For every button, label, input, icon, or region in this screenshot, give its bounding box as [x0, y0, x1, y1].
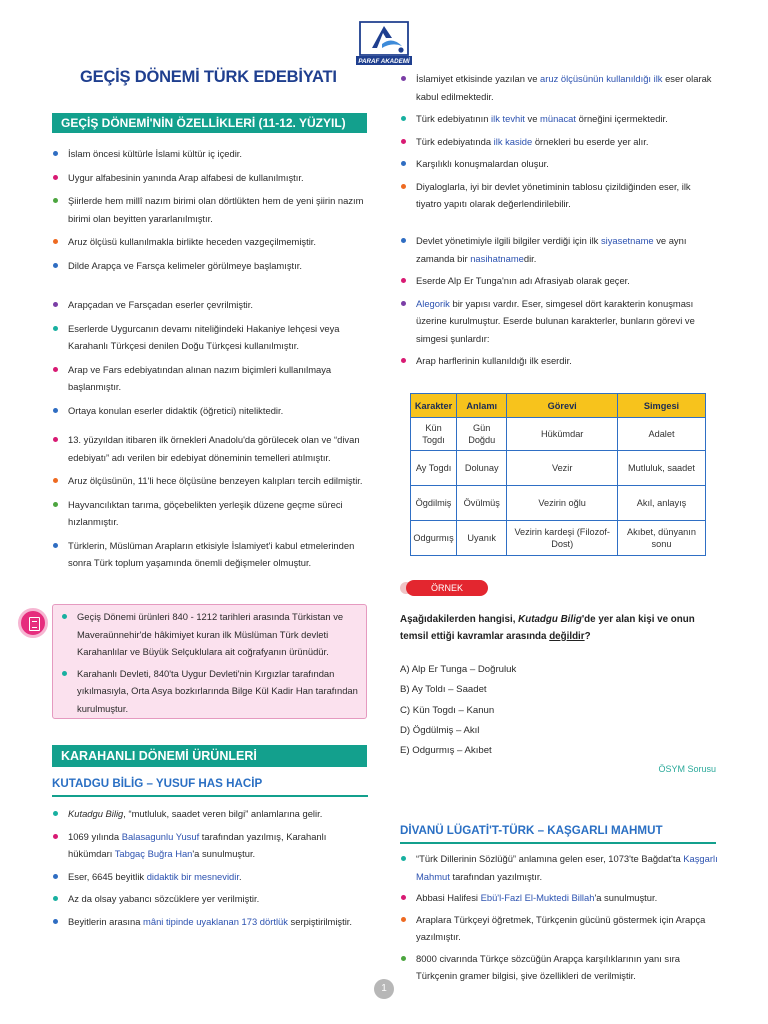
list-item-text: tarafından yazılmış, Karahanlı hükümdarı [68, 830, 327, 859]
bullet-icon [53, 151, 58, 156]
list-item-text: 13. yüzyıldan itibaren ilk örnekleri Anadolu'da görülecek olan ve “divan edebiyatı” adı verilen bir edebiyat döneminin temelleri atılmıştır. [68, 434, 360, 463]
list-item-text: 1069 yılında [68, 830, 122, 842]
bullet-icon [62, 614, 67, 619]
list-item-text: Şiirlerde hem millî nazım birimi olan dörtlükten hem de yeni şiirin nazım birimi olan beyitten yararlanılmıştır. [68, 195, 364, 224]
example-question [400, 611, 718, 645]
table-cell: Akıbet, dünyanın sonu [617, 521, 705, 556]
list-item-text: Türk edebiyatının [416, 113, 492, 124]
list-item-text: Eserlerde Uygurcanın devamı niteliğindeki Hakaniye lehçesi veya Karahanlı Türkçesi denilen Doğu Türkçesi kullanılmıştır. [68, 322, 340, 351]
list-item-text: Kutadgu Bilig [68, 808, 124, 819]
list-item-text: ilk kaside [493, 135, 533, 147]
list-item-text: ve aynı zamanda bir [416, 235, 687, 264]
bullet-icon [401, 856, 406, 861]
table-cell: Ay Togdı [411, 451, 457, 486]
paraf-akademi-logo [352, 20, 416, 68]
list-item-text: aruz ölçüsünün kullanıldığı ilk [540, 73, 663, 84]
list-item-text: Arap ve Fars edebiyatından alınan nazım biçimleri kullanılmaya başlanmıştır. [68, 363, 332, 392]
list-item [400, 70, 718, 105]
list-item-text: Uygur alfabesinin yanında Arap alfabesi de kullanılmıştır. [68, 171, 304, 183]
list-item-text: serpiştirilmiştir. [287, 915, 353, 927]
list-item-text: Aruz ölçüsünün, 11'li hece ölçüsüne benzeyen kalıpları tercih edilmiştir. [68, 475, 363, 486]
bullet-icon [53, 302, 58, 307]
list-item-text: Diyaloglarla, iyi bir devlet yönetiminin tablosu çizildiğinden eser, ilk tiyatro yapıtı olarak değerlendirilebilir. [416, 180, 691, 209]
question-text: ? [584, 631, 591, 642]
table-cell: Odgurmış [411, 521, 457, 556]
list-item [52, 496, 370, 531]
section-heading-ozellikler: GEÇİŞ DÖNEMİ'NİN ÖZELLİKLERİ (11-12. YÜZYIL) [52, 113, 367, 133]
note-list [57, 608, 360, 717]
list-item [52, 913, 370, 931]
list-item [400, 133, 718, 151]
bullet-icon [401, 358, 406, 363]
kutadgu-list [52, 805, 370, 930]
list-item-text: . [238, 870, 242, 882]
list-item [52, 890, 370, 908]
question-text: Aşağıdakilerden hangisi, [400, 614, 519, 625]
list-item-text: eser olarak kabul edilmektedir. [416, 73, 712, 102]
list-item-text: Abbasi Halifesi [416, 892, 481, 903]
list-item [52, 805, 370, 823]
list-item-text: bir yapısı vardır. Eser, simgesel dört karakterin konuşması üzerine kurulmuştur. Eserde bulunan karakterler, bunların görevi ve simgesi şunlardır: [416, 297, 695, 344]
table-cell: Gün Doğdu [457, 418, 507, 451]
table-cell: Mutluluk, saadet [617, 451, 705, 486]
page-number: 1 [374, 979, 394, 999]
list-item-text: İslam öncesi kültürle İslami kültür iç içedir. [68, 148, 243, 159]
table-row [411, 451, 706, 486]
bullet-icon [53, 239, 58, 244]
list-item-text: Ortaya konulan eserler didaktik (öğretici) niteliktedir. [68, 404, 284, 416]
list-item [52, 257, 370, 275]
table-cell: Kün Togdı [411, 418, 457, 451]
section-heading-karahanli: KARAHANLI DÖNEMİ ÜRÜNLERİ [52, 745, 367, 767]
list-item-text: Kaşgarlı Mahmut [416, 853, 718, 882]
list-item [52, 320, 370, 355]
bullet-icon [53, 198, 58, 203]
question-source: ÖSYM Sorusu [658, 764, 716, 774]
answer-option-c[interactable]: C) Kün Togdı – Kanun [400, 704, 495, 716]
list-item-text: Eser, 6645 beyitlik [68, 870, 147, 882]
list-item [400, 352, 718, 370]
divanu-list [400, 850, 718, 985]
question-text: değildir [549, 631, 585, 642]
list-item-text: didaktik bir mesnevidir [146, 870, 239, 882]
bullet-icon [401, 956, 406, 961]
list-item [61, 608, 360, 661]
bullet-icon [53, 478, 58, 483]
divider [400, 842, 716, 844]
list-item-text: ilk tevhit [491, 113, 525, 124]
list-item [400, 911, 718, 946]
notebook-icon [18, 608, 48, 638]
answer-option-d[interactable]: D) Ögdülmiş – Akıl [400, 724, 480, 736]
answer-option-e[interactable]: E) Odgurmış – Akıbet [400, 745, 492, 757]
bullet-icon [401, 76, 406, 81]
list-item [400, 232, 718, 267]
question-text: Kutadgu Bilig [518, 614, 582, 625]
question-text: 'de yer alan kişi ve onun temsil ettiği kavramlar arasında [400, 614, 695, 642]
list-item-text: Türk edebiyatında [416, 135, 494, 147]
bullet-icon [53, 326, 58, 331]
list-item [400, 889, 718, 907]
list-item-text: ve [524, 113, 541, 124]
table-cell: Uyanık [457, 521, 507, 556]
list-item-text: “Türk Dillerinin Sözlüğü” anlamına gelen eser, 1073'te Bağdat'ta [416, 853, 684, 864]
bullet-icon [53, 263, 58, 268]
list-item [52, 537, 370, 572]
bullet-icon [401, 278, 406, 283]
bullet-icon [53, 367, 58, 372]
page-title: GEÇİŞ DÖNEMİ TÜRK EDEBİYATI [80, 68, 337, 86]
bullet-icon [53, 437, 58, 442]
characters-table [410, 393, 706, 556]
list-item [52, 402, 370, 420]
list-item [52, 169, 370, 187]
kutadgu-features-list [400, 70, 718, 213]
list-item [400, 178, 718, 213]
list-item-text: Karşılıklı konuşmalardan oluşur. [416, 158, 549, 169]
table-cell: Övülmüş [457, 486, 507, 521]
list-item-text: Devlet yönetimiyle ilgili bilgiler verdiği için ilk [416, 235, 601, 246]
list-item-text: Hayvancılıktan tarıma, göçebelikten yerleşik düzene geçme süreci hızlanmıştır. [68, 498, 343, 527]
table-header: Simgesi [617, 394, 705, 418]
list-item-text: , “mutluluk, saadet veren bilgi” anlamlarına gelir. [123, 808, 323, 819]
bullet-icon [53, 502, 58, 507]
list-item [52, 361, 370, 396]
list-item-text: mâni tipinde uyaklanan 173 dörtlük [143, 915, 288, 927]
table-header: Karakter [411, 394, 457, 418]
info-note-box [52, 604, 367, 719]
example-tag [400, 580, 494, 597]
bullet-icon [401, 301, 406, 306]
divider [52, 795, 368, 797]
table-cell: Vezirin oğlu [507, 486, 618, 521]
list-item-text: İslamiyet etkisinde yazılan ve [416, 73, 541, 84]
table-cell: Vezir [507, 451, 618, 486]
list-item [400, 110, 718, 128]
bullet-icon [401, 238, 406, 243]
list-item-text: Beyitlerin arasına [68, 915, 144, 927]
table-cell: Vezirin kardeşi (Filozof-Dost) [507, 521, 618, 556]
list-item-text: Geçiş Dönemi ürünleri 840 - 1212 tarihleri arasında Türkistan ve Maveraünnehir'de hâkimiyet kuran ilk Müslüman Türk devleti Karahanlılar ve Büyük Selçuklulara ait coğrafyanın ürünüdür. [77, 611, 344, 657]
list-item-text: Türklerin, Müslüman Arapların etkisiyle İslamiyet'i kabul etmelerinden sonra Türk toplum yaşamında önemli değişmeler olmuştur. [68, 539, 355, 568]
list-item-text: örneğini içermektedir. [576, 113, 668, 124]
table-cell: Akıl, anlayış [617, 486, 705, 521]
list-item-text: Araplara Türkçeyi öğretmek, Türkçenin gücünü göstermek için Arapça yazılmıştır. [416, 913, 706, 942]
list-item-text: örnekleri bu eserde yer alır. [532, 135, 649, 147]
list-item-text: Alegorik [416, 297, 450, 309]
list-item [52, 828, 370, 863]
list-item-text: dir. [523, 252, 537, 264]
list-item [400, 950, 718, 985]
bullet-icon [53, 834, 58, 839]
list-item-text: Tabgaç Buğra Han [114, 848, 193, 859]
list-item-text: Aruz ölçüsü kullanılmakla birlikte heceden vazgeçilmemiştir. [68, 236, 317, 247]
list-item [400, 850, 718, 885]
list-item-text: Dilde Arapça ve Farsça kelimeler görülmeye başlamıştır. [68, 259, 302, 271]
bullet-icon [401, 917, 406, 922]
answer-option-a[interactable]: A) Alp Er Tunga – Doğruluk [400, 664, 517, 675]
list-item-text: Arapçadan ve Farsçadan eserler çevrilmiştir. [68, 299, 253, 310]
list-item-text: münacat [540, 113, 577, 124]
logo-text: PARAF AKADEMİ [358, 58, 410, 65]
bullet-icon [53, 874, 58, 879]
answer-options [400, 660, 718, 761]
list-item [52, 296, 370, 314]
table-header-row [411, 394, 706, 418]
list-item-text: Arap harflerinin kullanıldığı ilk eserdir. [416, 355, 572, 366]
list-item [52, 145, 370, 163]
list-item-text: Karahanlı Devleti, 840'ta Uygur Devleti'nin Kırgızlar tarafından yıkılmasıyla, Orta Asya bozkırlarında Bilge Kül Kadir Han tarafından kurulmuştur. [77, 667, 358, 714]
bullet-icon [401, 116, 406, 121]
list-item-text: 'a sunulmuştur. [594, 892, 658, 903]
list-item [52, 868, 370, 886]
list-item [52, 233, 370, 251]
bullet-icon [53, 543, 58, 548]
list-item-text: Eserde Alp Er Tunga'nın adı Afrasiyab olarak geçer. [416, 275, 630, 286]
table-cell: Adalet [617, 418, 705, 451]
kutadgu-features-list-2 [400, 232, 718, 370]
ozellikler-list [52, 145, 370, 572]
table-row [411, 486, 706, 521]
bullet-icon [53, 811, 58, 816]
bullet-icon [53, 919, 58, 924]
list-item-text: siyasetname [600, 235, 654, 246]
table-header: Anlamı [457, 394, 507, 418]
list-item [400, 155, 718, 173]
table-header: Görevi [507, 394, 618, 418]
list-item [400, 272, 718, 290]
table-cell: Dolunay [457, 451, 507, 486]
list-item-text: nasihatname [470, 252, 524, 264]
list-item [52, 431, 370, 466]
table-cell: Hükümdar [507, 418, 618, 451]
subheading-divanu-lugatit-turk: DİVANÜ LÜGATİ'T-TÜRK – KAŞGARLI MAHMUT [400, 824, 663, 837]
list-item [400, 295, 718, 348]
list-item-text: tarafından yazılmıştır. [449, 870, 543, 882]
bullet-icon [401, 139, 406, 144]
bullet-icon [53, 175, 58, 180]
answer-option-b[interactable]: B) Ay Toldı – Saadet [400, 684, 487, 696]
list-item-text: Ebü'l-Fazl El-Muktedi Billah [480, 892, 595, 903]
bullet-icon [401, 895, 406, 900]
list-item [61, 665, 360, 718]
subheading-kutadgu-bilig: KUTADGU BİLİG – YUSUF HAS HACİP [52, 777, 263, 790]
bullet-icon [401, 161, 406, 166]
bullet-icon [53, 896, 58, 901]
list-item [52, 192, 370, 227]
list-item-text: 8000 civarında Türkçe sözcüğün Arapça karşılıklarının yanı sıra Türkçenin gramer bilgisi, şive özellikleri de verilmiştir. [416, 952, 681, 981]
list-item [52, 472, 370, 490]
list-item-text: Balasagunlu Yusuf [121, 830, 200, 842]
list-item-text: Az da olsay yabancı sözcüklere yer verilmiştir. [68, 893, 260, 904]
bullet-icon [53, 408, 58, 413]
table-cell: Ögdilmiş [411, 486, 457, 521]
bullet-icon [401, 184, 406, 189]
bullet-icon [62, 671, 67, 676]
table-row [411, 418, 706, 451]
table-row [411, 521, 706, 556]
list-item-text: 'a sunulmuştur. [192, 848, 256, 859]
example-tag-label: ÖRNEK [406, 580, 488, 596]
